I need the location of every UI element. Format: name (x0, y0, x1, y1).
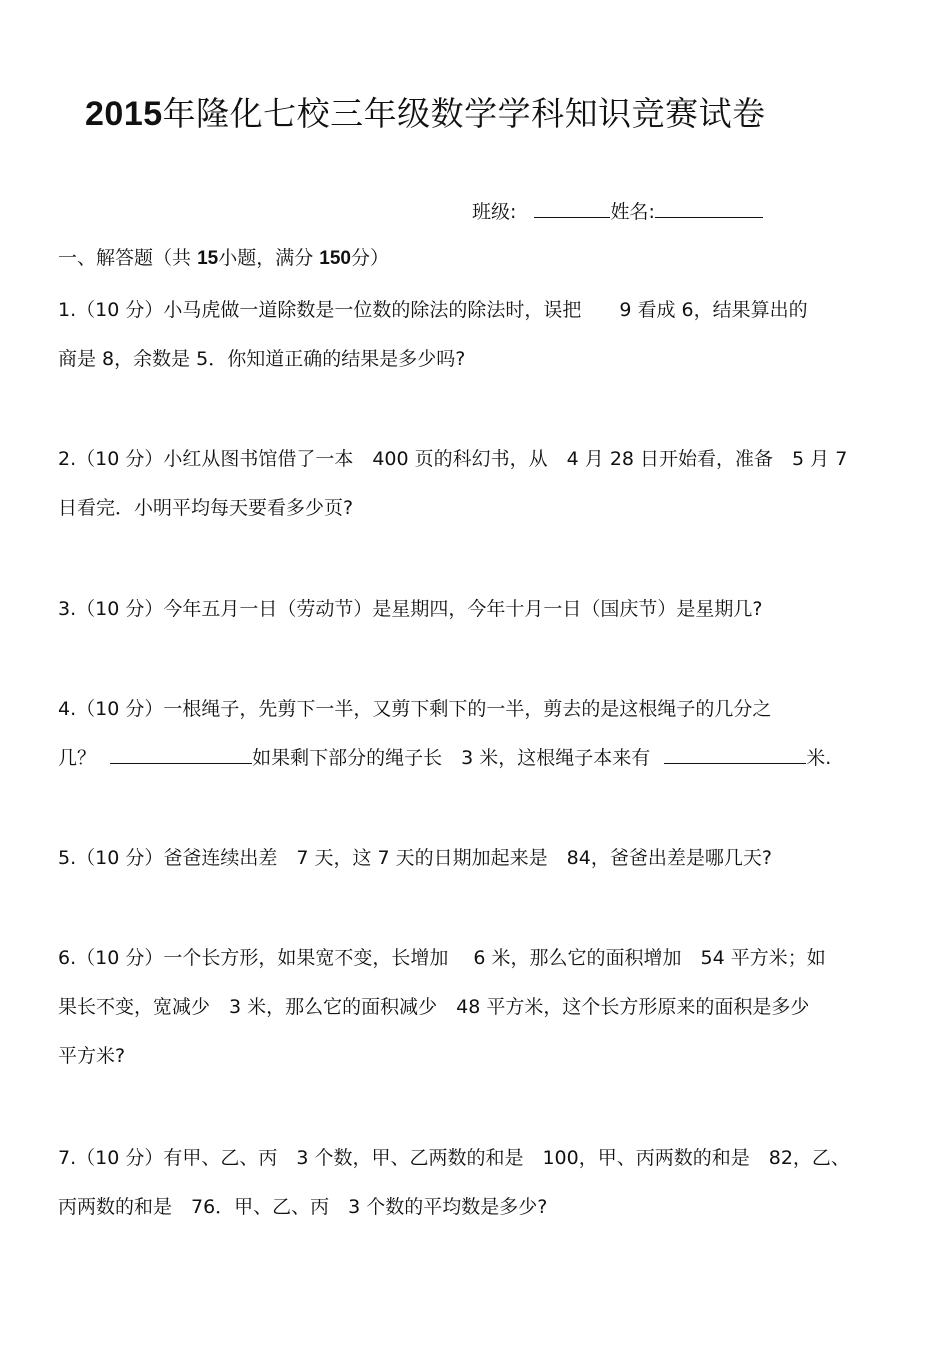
question-line: 果长不变，宽减少 3 米，那么它的面积减少 48 平方米，这个长方形原来的面积是多少 (58, 996, 810, 1018)
name-label: 姓名: (610, 201, 655, 223)
question-line: 丙两数的和是 76．甲、乙、丙 3 个数的平均数是多少? (58, 1196, 548, 1218)
student-info (472, 197, 763, 225)
question-line: 1.（10 分）小马虎做一道除数是一位数的除法的除法时，误把 9 看成 6，结果算出的 (58, 299, 808, 321)
name-field[interactable] (655, 197, 763, 218)
question-line: 日看完．小明平均每天要看多少页? (58, 497, 354, 519)
question-7 (58, 1134, 898, 1232)
question-4 (58, 685, 898, 783)
title-text: 年隆化七校三年级数学学科知识竞赛试卷 (162, 94, 766, 133)
class-field[interactable] (534, 197, 610, 218)
question-4-text-b: 如果剩下部分的绳子长 3 米，这根绳子本来有 (252, 747, 651, 769)
question-line: 2.（10 分）小红从图书馆借了一本 400 页的科幻书，从 4 月 28 日开始看，准备 5 月 7 (58, 448, 848, 470)
question-line: 7.（10 分）有甲、乙、丙 3 个数，甲、乙两数的和是 100，甲、丙两数的和是 82，乙、 (58, 1147, 850, 1169)
answer-blank-fraction[interactable] (110, 741, 252, 764)
question-line (58, 734, 898, 783)
section-text-1: 一、解答题（共 (58, 247, 192, 269)
question-line: 5.（10 分）爸爸连续出差 7 天，这 7 天的日期加起来是 84，爸爸出差是哪几天? (58, 847, 772, 869)
question-5 (58, 834, 898, 883)
section-heading (58, 244, 389, 273)
question-line: 商是 8，余数是 5．你知道正确的结果是多少吗? (58, 348, 466, 370)
answer-blank-length[interactable] (664, 741, 806, 764)
question-2 (58, 435, 898, 533)
question-3 (58, 585, 898, 634)
question-6 (58, 934, 898, 1081)
page-title (85, 92, 766, 136)
section-text-3: 分） (350, 247, 389, 269)
title-year: 2015 (85, 95, 163, 133)
question-line: 平方米? (58, 1045, 126, 1067)
question-1 (58, 286, 898, 384)
question-line: 3.（10 分）今年五月一日（劳动节）是星期四，今年十月一日（国庆节）是星期几? (58, 598, 763, 620)
question-4-text-a: 几？ (58, 747, 97, 769)
question-count: 15 (197, 248, 219, 269)
total-score: 150 (319, 248, 351, 269)
question-line: 4.（10 分）一根绳子，先剪下一半，又剪下剩下的一半，剪去的是这根绳子的几分之 (58, 698, 772, 720)
question-4-text-c: 米. (806, 747, 832, 769)
question-line: 6.（10 分）一个长方形，如果宽不变，长增加 6 米，那么它的面积增加 54 平方米；如 (58, 947, 826, 969)
section-text-2: 小题，满分 (218, 247, 314, 269)
class-label: 班级: (472, 201, 517, 223)
